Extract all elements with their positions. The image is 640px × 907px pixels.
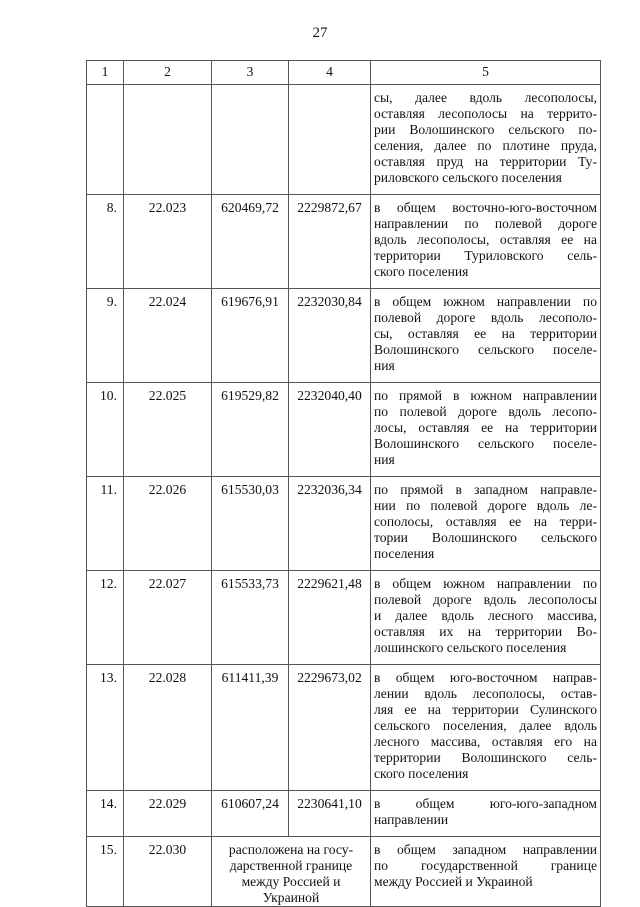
description-line: ского поселения <box>374 264 469 279</box>
y-coordinate-cell: 2232030,84 <box>289 289 371 383</box>
x-coordinate-cell: 619529,82 <box>212 383 289 477</box>
x-coordinate-cell <box>212 85 289 195</box>
description-line: сы, оставляя ее на территории <box>374 326 597 341</box>
table-row <box>87 85 601 195</box>
description-line: полевой дороге вдоль лесополосы <box>374 592 597 607</box>
y-coordinate-cell: 2230641,10 <box>289 791 371 837</box>
column-header-2: 2 <box>124 61 212 85</box>
point-code-cell: 22.030 <box>124 837 212 907</box>
x-coordinate-cell: 620469,72 <box>212 195 289 289</box>
description-line: по прямой в южном направлении <box>374 388 597 403</box>
row-number-cell: 13. <box>87 665 124 791</box>
description-line: полевой дороге вдоль лесополо- <box>374 310 597 325</box>
y-coordinate-cell: 2229872,67 <box>289 195 371 289</box>
point-code-cell: 22.027 <box>124 571 212 665</box>
point-code-cell: 22.023 <box>124 195 212 289</box>
description-line: оставляя пруд на территории Ту- <box>374 154 597 169</box>
description-line: ляя ее на территории Сулинского <box>374 702 597 717</box>
x-coordinate-cell: 619676,91 <box>212 289 289 383</box>
description-line: территории Туриловского сель- <box>374 248 597 263</box>
description-line: селения, далее по плотине пруда, <box>374 138 597 153</box>
description-line: направлении <box>374 812 449 827</box>
column-header-4: 4 <box>289 61 371 85</box>
description-line: по государственной границе <box>374 858 597 873</box>
description-line: в общем юго-юго-западном <box>374 796 597 811</box>
x-coordinate-cell: 615533,73 <box>212 571 289 665</box>
description-cell <box>371 383 601 477</box>
table-body <box>87 61 601 907</box>
description-cell <box>371 571 601 665</box>
point-code-cell: 22.025 <box>124 383 212 477</box>
description-line: сы, далее вдоль лесополосы, <box>374 90 597 105</box>
table-row <box>87 289 601 383</box>
point-code-cell <box>124 85 212 195</box>
column-header-5: 5 <box>371 61 601 85</box>
row-number-cell: 14. <box>87 791 124 837</box>
description-line: лесного массива, оставляя его на <box>374 734 597 749</box>
merged-cell-line: между Россией и <box>241 874 341 889</box>
description-line: в общем юго-восточном направ- <box>374 670 597 685</box>
description-line: ния <box>374 452 395 467</box>
description-line: сельского поселения, далее вдоль <box>374 718 597 733</box>
description-line: Волошинского сельского поселе- <box>374 342 597 357</box>
description-line: в общем западном направлении <box>374 842 597 857</box>
description-line: оставляя лесополосы на террито- <box>374 106 597 121</box>
description-cell <box>371 195 601 289</box>
description-line: в общем восточно-юго-восточном <box>374 200 597 215</box>
description-line: направлении по полевой дороге <box>374 216 597 231</box>
description-line: оставляя их на территории Во- <box>374 624 597 639</box>
description-line: сополосы, оставляя ее на терри- <box>374 514 597 529</box>
description-line: и далее вдоль лесного массива, <box>374 608 597 623</box>
y-coordinate-cell <box>289 85 371 195</box>
y-coordinate-cell: 2229673,02 <box>289 665 371 791</box>
description-cell <box>371 837 601 907</box>
point-code-cell: 22.024 <box>124 289 212 383</box>
point-code-cell: 22.029 <box>124 791 212 837</box>
row-number-cell: 8. <box>87 195 124 289</box>
table-row <box>87 477 601 571</box>
table-row <box>87 383 601 477</box>
description-line: лошинского сельского поселения <box>374 640 567 655</box>
description-line: лении вдоль лесополосы, остав- <box>374 686 597 701</box>
description-line: ния <box>374 358 395 373</box>
y-coordinate-cell: 2229621,48 <box>289 571 371 665</box>
column-header-3: 3 <box>212 61 289 85</box>
description-line: в общем южном направлении по <box>374 294 597 309</box>
merged-cell-line: Украиной <box>262 890 320 905</box>
description-line: вдоль лесополосы, оставляя ее на <box>374 232 597 247</box>
table-row <box>87 665 601 791</box>
merged-coordinates-cell <box>212 837 371 907</box>
description-line: лосы, оставляя ее на территории <box>374 420 597 435</box>
description-line: по полевой дороге вдоль лесопо- <box>374 404 597 419</box>
description-cell <box>371 791 601 837</box>
y-coordinate-cell: 2232040,40 <box>289 383 371 477</box>
description-cell <box>371 85 601 195</box>
description-cell <box>371 477 601 571</box>
description-line: между Россией и Украиной <box>374 874 533 889</box>
row-number-cell: 12. <box>87 571 124 665</box>
row-number-cell: 15. <box>87 837 124 907</box>
x-coordinate-cell: 610607,24 <box>212 791 289 837</box>
merged-cell-line: расположена на госу- <box>228 842 354 857</box>
description-line: рии Волошинского сельского по- <box>374 122 597 137</box>
description-cell <box>371 665 601 791</box>
description-line: тории Волошинского сельского <box>374 530 597 545</box>
description-line: риловского сельского поселения <box>374 170 562 185</box>
table-row <box>87 837 601 907</box>
table-row <box>87 791 601 837</box>
row-number-cell: 10. <box>87 383 124 477</box>
table-row <box>87 195 601 289</box>
x-coordinate-cell: 611411,39 <box>212 665 289 791</box>
description-line: территории Волошинского сель- <box>374 750 597 765</box>
description-line: поселения <box>374 546 435 561</box>
point-code-cell: 22.028 <box>124 665 212 791</box>
table-row <box>87 571 601 665</box>
table-header-row <box>87 61 601 85</box>
column-header-1: 1 <box>87 61 124 85</box>
y-coordinate-cell: 2232036,34 <box>289 477 371 571</box>
x-coordinate-cell: 615530,03 <box>212 477 289 571</box>
description-line: ского поселения <box>374 766 469 781</box>
description-cell <box>371 289 601 383</box>
merged-cell-line: дарственной границе <box>229 858 353 873</box>
description-line: нии по полевой дороге вдоль ле- <box>374 498 597 513</box>
row-number-cell: 11. <box>87 477 124 571</box>
description-line: Волошинского сельского поселе- <box>374 436 597 451</box>
description-line: по прямой в западном направле- <box>374 482 597 497</box>
point-code-cell: 22.026 <box>124 477 212 571</box>
boundary-description-table <box>86 60 601 907</box>
page-number: 27 <box>312 25 328 41</box>
description-line: в общем южном направлении по <box>374 576 597 591</box>
row-number-cell: 9. <box>87 289 124 383</box>
row-number-cell <box>87 85 124 195</box>
